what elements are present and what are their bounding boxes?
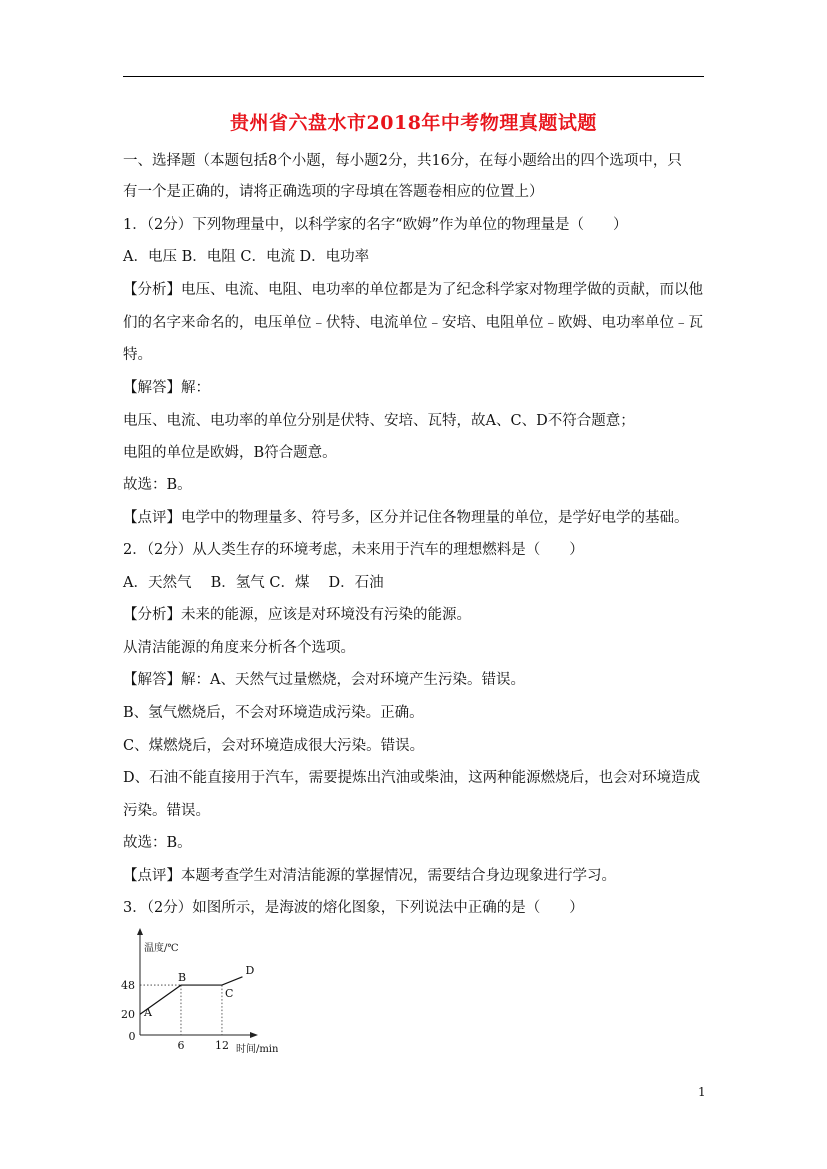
question-1: 1．（2分）下列物理量中，以科学家的名字“欧姆”作为单位的物理量是（ ） (123, 217, 628, 233)
choice-1: 故选：B。 (123, 477, 192, 493)
analysis-1: 【分析】电压、电流、电阻、电功率的单位都是为了纪念科学家对物理学做的贡献，而以他 (123, 282, 703, 298)
answer-2: 【解答】解：A、天然气过量燃烧，会对环境产生污染。错误。 (123, 672, 525, 688)
page-number: 1 (698, 1085, 706, 1099)
page-title: 贵州省六盘水市2018年中考物理真题试题 (230, 112, 597, 134)
x-tick-label: 6 (177, 1039, 185, 1052)
text-line: 电压、电流、电功率的单位分别是伏特、安培、瓦特，故A、C、D不符合题意； (123, 413, 635, 429)
text-line: 从清洁能源的角度来分析各个选项。 (123, 640, 355, 656)
text-line: 污染。错误。 (123, 803, 210, 819)
y-axis-label: 温度/℃ (144, 943, 179, 954)
melting-chart (118, 925, 278, 1055)
text-line: 特。 (123, 347, 152, 363)
y-tick-label: 20 (121, 1008, 135, 1022)
y-axis-arrow (137, 928, 143, 935)
text-line: C、煤燃烧后，会对环境造成很大污染。错误。 (123, 738, 425, 754)
x-axis-label: 时间/min (235, 1044, 278, 1055)
text-line: 一、选择题（本题包括8个小题，每小题2分，共16分，在每小题给出的四个选项中，只 (123, 153, 682, 169)
question-2-options: A．天然气 B．氢气 C．煤 D．石油 (123, 575, 384, 591)
question-1-options: A．电压 B．电阻 C．电流 D．电功率 (123, 249, 370, 265)
comment-1: 【点评】电学中的物理量多、符号多，区分并记住各物理量的单位，是学好电学的基础。 (123, 510, 689, 526)
point-label-b: B (177, 971, 187, 985)
header-rule (123, 76, 704, 77)
text-line: D、石油不能直接用于汽车，需要提炼出汽油或柴油，这两种能源燃烧后，也会对环境造成 (123, 770, 701, 786)
x-tick-label: 0 (128, 1030, 136, 1043)
x-axis-arrow (250, 1032, 258, 1038)
question-3: 3．（2分）如图所示，是海波的熔化图象，下列说法中正确的是（ ） (123, 900, 584, 916)
text-line: B、氢气燃烧后，不会对环境造成污染。正确。 (123, 705, 424, 721)
y-tick-label: 48 (121, 979, 135, 993)
text-line: 电阻的单位是欧姆，B符合题意。 (123, 445, 337, 461)
x-tick-label: 12 (214, 1039, 229, 1052)
question-2: 2．（2分）从人类生存的环境考虑，未来用于汽车的理想燃料是（ ） (123, 542, 584, 558)
analysis-2: 【分析】未来的能源，应该是对环境没有污染的能源。 (123, 607, 471, 623)
choice-2: 故选：B。 (123, 835, 192, 851)
point-label-c: C (224, 987, 234, 1001)
text-line: 们的名字来命名的，电压单位﹣伏特、电流单位﹣安培、电阻单位﹣欧姆、电功率单位﹣瓦 (123, 315, 703, 331)
text-line: 有一个是正确的，请将正确选项的字母填在答题卷相应的位置上） (123, 184, 544, 200)
comment-2: 【点评】本题考查学生对清洁能源的掌握情况，需要结合身边现象进行学习。 (123, 868, 616, 884)
answer-1: 【解答】解： (123, 380, 210, 396)
point-label-a: A (144, 1006, 152, 1020)
point-label-d: D (245, 963, 255, 977)
